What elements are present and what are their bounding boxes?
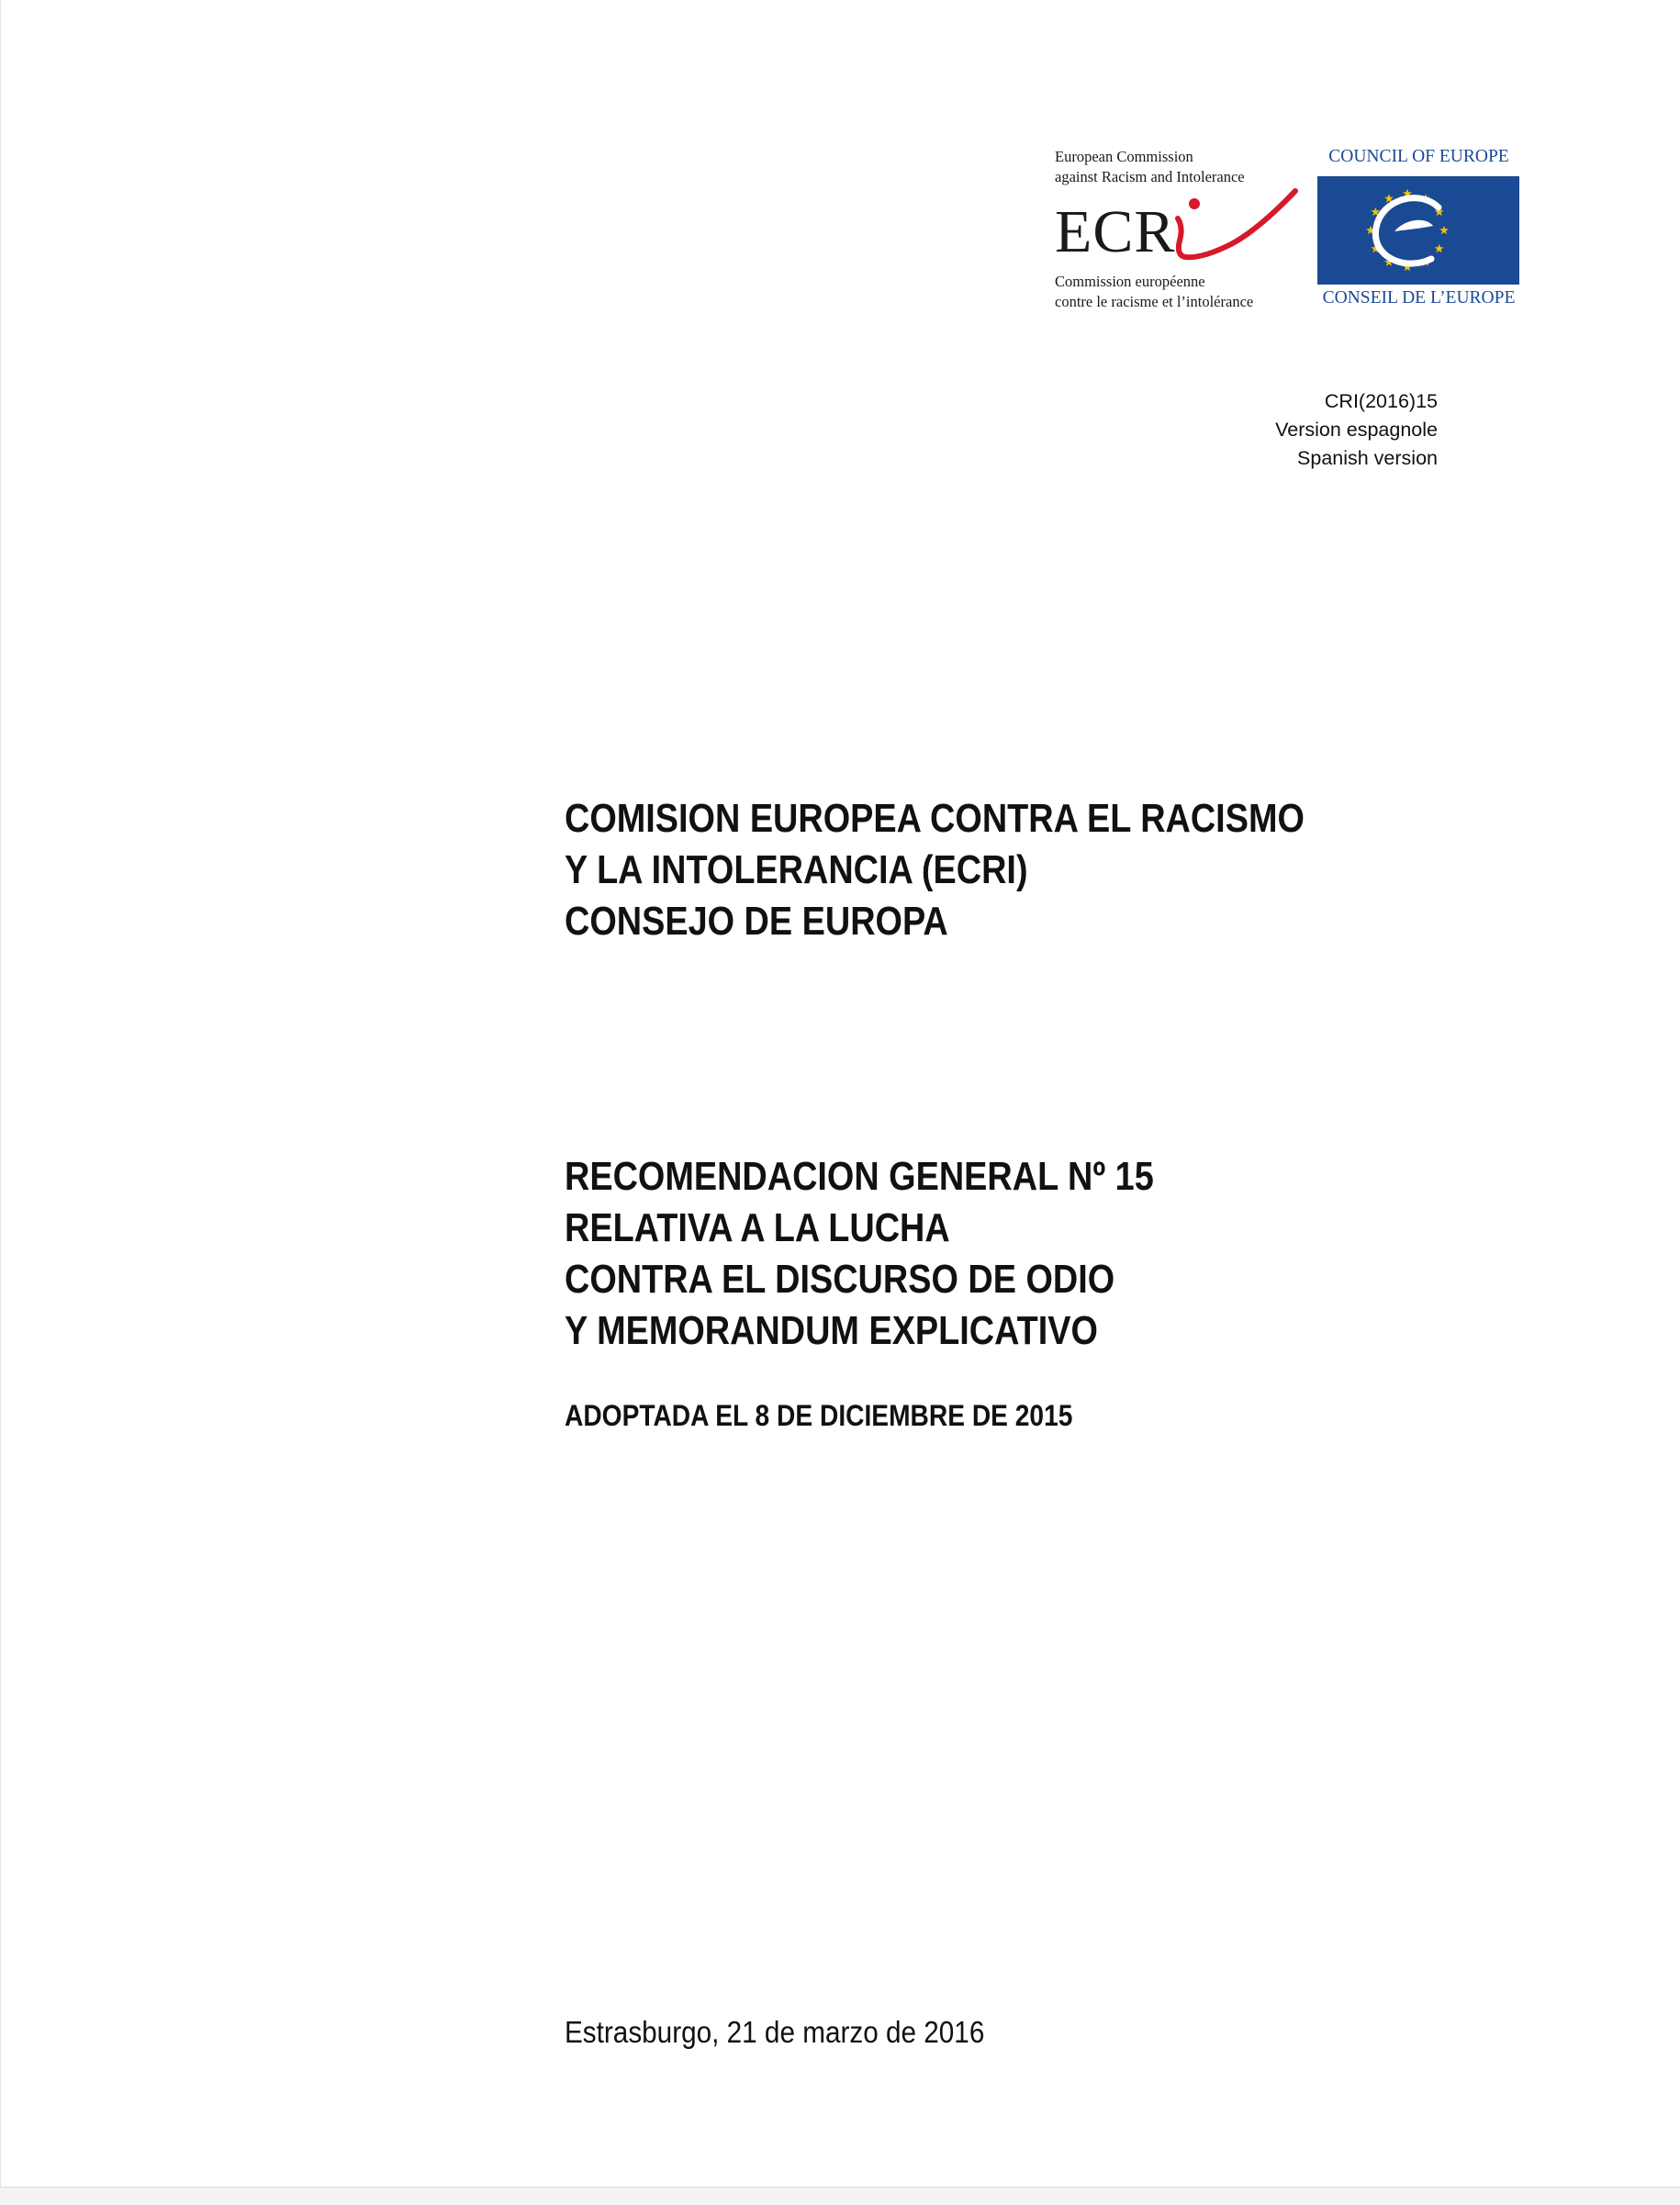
place-and-date: Estrasburgo, 21 de marzo de 2016	[565, 2015, 985, 2049]
ecri-wordmark: ECR	[1055, 198, 1176, 265]
title-line: RECOMENDACION GENERAL Nº 15	[565, 1154, 1154, 1199]
document-title	[565, 1151, 1574, 1357]
ecri-logo-en-line1: European Commission	[1055, 148, 1193, 165]
reference-block	[1167, 387, 1438, 473]
ecri-logo	[1055, 147, 1295, 316]
coe-flag-icon	[1317, 176, 1519, 285]
organization-heading	[565, 793, 1574, 947]
ecri-swoosh-icon	[1158, 184, 1305, 275]
version-french: Version espagnole	[1275, 419, 1438, 441]
title-line: RELATIVA A LA LUCHA	[565, 1205, 950, 1250]
heading-line: Y LA INTOLERANCIA (ECRI)	[565, 847, 1028, 892]
adoption-date: ADOPTADA EL 8 DE DICIEMBRE DE 2015	[565, 1399, 1073, 1432]
version-english: Spanish version	[1297, 447, 1438, 469]
ecri-logo-en-line2: against Racism and Intolerance	[1055, 168, 1245, 185]
coe-label-top: COUNCIL OF EUROPE	[1328, 147, 1509, 166]
document-code: CRI(2016)15	[1324, 390, 1438, 412]
title-line: Y MEMORANDUM EXPLICATIVO	[565, 1308, 1098, 1353]
heading-line: COMISION EUROPEA CONTRA EL RACISMO	[565, 796, 1305, 841]
heading-line: CONSEJO DE EUROPA	[565, 899, 948, 944]
council-of-europe-logo	[1316, 147, 1522, 316]
title-line: CONTRA EL DISCURSO DE ODIO	[565, 1257, 1115, 1302]
ecri-logo-fr-line1: Commission européenne	[1055, 273, 1205, 290]
coe-label-bottom: CONSEIL DE L’EUROPE	[1322, 288, 1516, 308]
ecri-logo-fr-line2: contre le racisme et l’intolérance	[1055, 293, 1254, 310]
